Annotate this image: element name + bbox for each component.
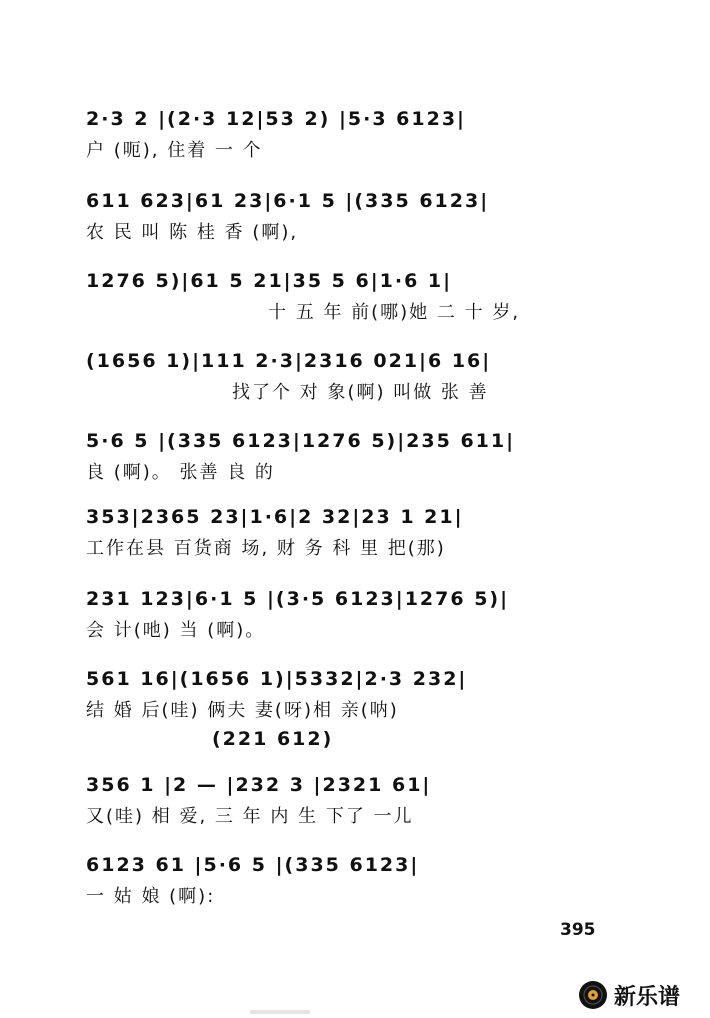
lyrics-line: 良 (啊)。 张善 良 的 — [86, 462, 275, 483]
lyrics-line: 农 民 叫 陈 桂 香 (啊), — [86, 222, 299, 243]
notation-line: 231 123|6·1 5 |(3·5 6123|1276 5)| — [86, 588, 510, 610]
notation-line: 561 16|(1656 1)|5332|2·3 232| — [86, 668, 468, 690]
score-system-5 — [0, 422, 710, 502]
publisher-logo — [578, 978, 680, 1012]
score-system-2 — [0, 182, 710, 262]
score-system-6 — [0, 498, 710, 578]
lyrics-line: 户 (呃), 住着 一 个 — [86, 140, 263, 161]
lyrics-line: 会 计(吔) 当 (啊)。 — [86, 620, 266, 641]
score-system-10 — [0, 846, 710, 926]
notation-line: (1656 1)|111 2·3|2316 021|6 16| — [86, 350, 492, 372]
score-system-3 — [0, 262, 710, 342]
notation-line: 353|2365 23|1·6|2 32|23 1 21| — [86, 506, 464, 528]
lyrics-line: 一 姑 娘 (啊): — [86, 886, 216, 907]
score-system-1 — [0, 100, 710, 180]
lyrics-line: 工作在县 百货商 场, 财 务 科 里 把(那) — [86, 538, 446, 559]
notation-line: 1276 5)|61 5 21|35 5 6|1·6 1| — [86, 270, 453, 292]
score-system-9 — [0, 766, 710, 846]
notation-line: 2·3 2 |(2·3 12|53 2) |5·3 6123| — [86, 108, 466, 130]
lyrics-line: 找了个 对 象(啊) 叫做 张 善 — [232, 382, 489, 403]
notation-line: 6123 61 |5·6 5 |(335 6123| — [86, 854, 420, 876]
ossia-notation: (221 612) — [212, 728, 334, 750]
notation-line: 356 1 |2 — |232 3 |2321 61| — [86, 774, 432, 796]
lyrics-line: 结 婚 后(哇) 俩夫 妻(呀)相 亲(呐) — [86, 700, 399, 721]
lyrics-line: 又(哇) 相 爱, 三 年 内 生 下了 一儿 — [86, 806, 414, 827]
notation-line: 611 623|61 23|6·1 5 |(335 6123| — [86, 190, 490, 212]
lyrics-line: 十 五 年 前(哪)她 二 十 岁, — [268, 302, 521, 323]
page-number: 395 — [560, 920, 596, 940]
score-system-7 — [0, 580, 710, 660]
logo-text: 新乐谱 — [614, 984, 681, 1010]
record-disc-icon — [578, 980, 608, 1010]
scan-artifact — [250, 1010, 310, 1014]
score-system-4 — [0, 342, 710, 422]
notation-line: 5·6 5 |(335 6123|1276 5)|235 611| — [86, 430, 516, 452]
